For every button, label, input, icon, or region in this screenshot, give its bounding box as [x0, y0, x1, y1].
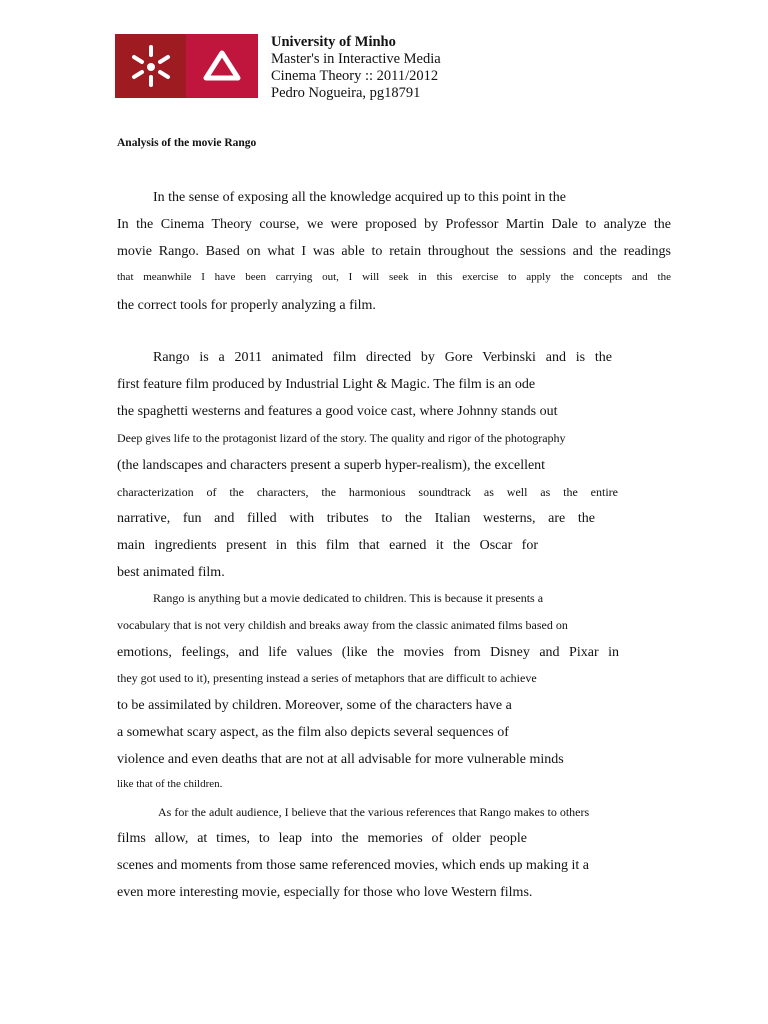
- body-line: movie Rango. Based on what I was able to retain throughout the sessions and the readings: [117, 244, 671, 259]
- body-line: they got used to it), presenting instead a series of metaphors that are difficult to achieve: [117, 671, 537, 685]
- body-line: main ingredients present in this film that earned it the Oscar for: [117, 538, 538, 553]
- body-line: the correct tools for properly analyzing a film.: [117, 298, 376, 313]
- logo-left-block: [115, 34, 186, 98]
- body-line: (the landscapes and characters present a superb hyper-realism), the excellent: [117, 458, 546, 473]
- document-header: [271, 34, 441, 102]
- body-line: emotions, feelings, and life values (like the movies from Disney and Pixar in: [117, 645, 619, 660]
- body-line: narrative, fun and filled with tributes to the Italian westerns, are the: [117, 511, 595, 526]
- university-logo: [115, 34, 258, 98]
- university-symbol-icon: [129, 44, 173, 88]
- document-title: Analysis of the movie Rango: [117, 137, 257, 149]
- body-line: violence and even deaths that are not at all advisable for more vulnerable minds: [117, 752, 564, 767]
- logo-right-block: [186, 34, 258, 98]
- program-name: Master's in Interactive Media: [271, 51, 441, 67]
- body-line: the spaghetti westerns and features a good voice cast, where Johnny stands out: [117, 404, 558, 419]
- body-line: As for the adult audience, I believe that the various references that Rango makes to others: [158, 805, 590, 819]
- body-line: In the sense of exposing all the knowledge acquired up to this point in the: [153, 190, 566, 205]
- body-line: best animated film.: [117, 565, 225, 580]
- body-line: characterization of the characters, the harmonious soundtrack as well as the entire: [117, 485, 618, 499]
- university-name: University of Minho: [271, 34, 396, 50]
- body-line: a somewhat scary aspect, as the film also depicts several sequences of: [117, 725, 509, 740]
- body-line: In the Cinema Theory course, we were proposed by Professor Martin Dale to analyze the: [117, 217, 671, 232]
- course-name: Cinema Theory :: 2011/2012: [271, 68, 439, 84]
- author-name: Pedro Nogueira, pg18791: [271, 85, 421, 101]
- body-line: to be assimilated by children. Moreover, some of the characters have a: [117, 698, 512, 713]
- body-line: Rango is a 2011 animated film directed by Gore Verbinski and is the: [153, 350, 612, 365]
- body-line: scenes and moments from those same referenced movies, which ends up making it a: [117, 858, 589, 873]
- body-line: first feature film produced by Industrial Light & Magic. The film is an ode: [117, 377, 536, 392]
- triangle-outline-icon: [202, 49, 242, 83]
- body-line: Deep gives life to the protagonist lizard of the story. The quality and rigor of the photography: [117, 431, 566, 445]
- body-line: like that of the children.: [117, 778, 223, 790]
- body-line: even more interesting movie, especially for those who love Western films.: [117, 885, 533, 900]
- body-line: films allow, at times, to leap into the memories of older people: [117, 831, 527, 846]
- body-line: Rango is anything but a movie dedicated to children. This is because it presents a: [153, 591, 544, 605]
- body-line: vocabulary that is not very childish and breaks away from the classic animated films based on: [117, 618, 568, 632]
- body-line: that meanwhile I have been carrying out, I will seek in this exercise to apply the concepts and the: [117, 271, 671, 283]
